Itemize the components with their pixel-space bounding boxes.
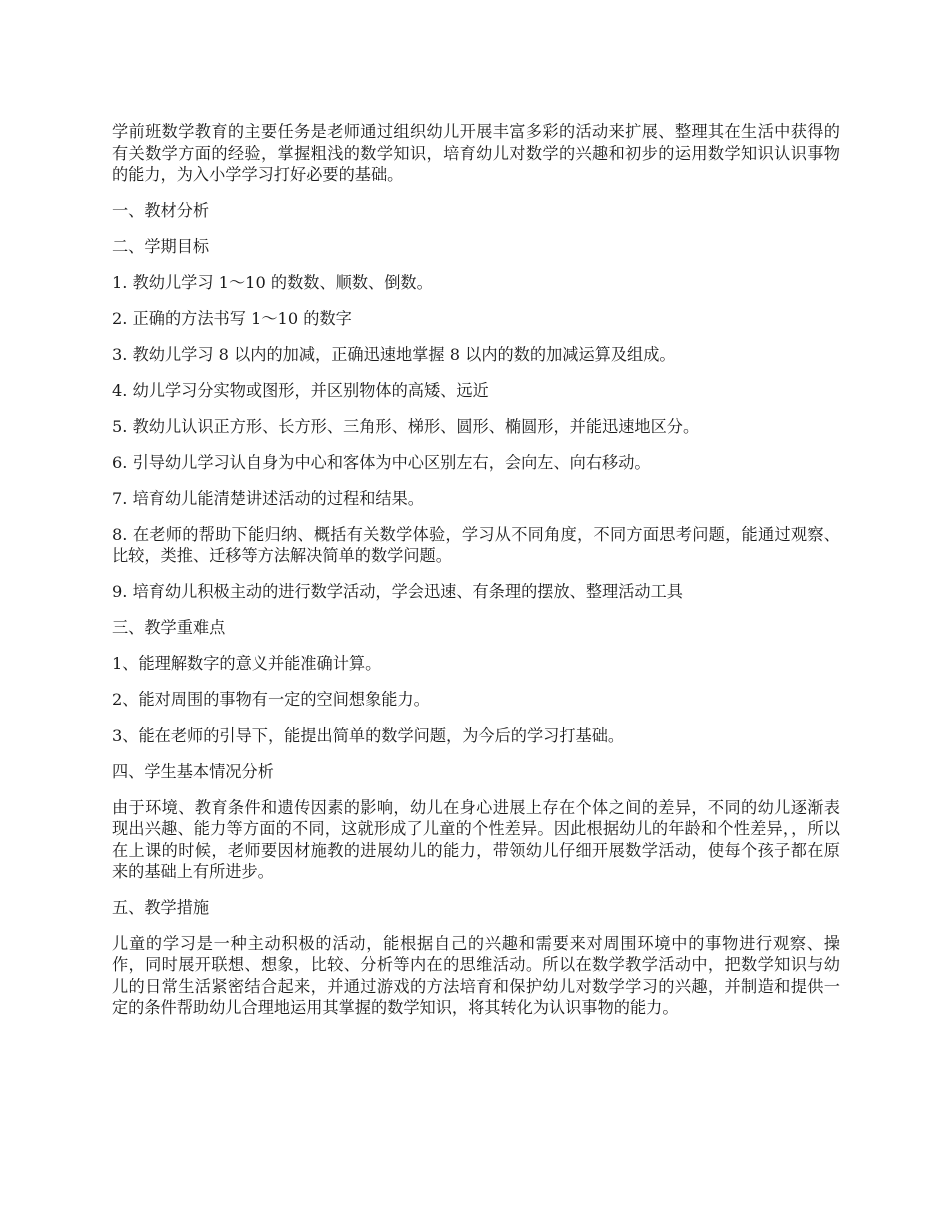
goal-item-3: 3. 教幼儿学习 8 以内的加减，正确迅速地掌握 8 以内的数的加减运算及组成。 [112, 344, 676, 364]
goal-item-5: 5. 教幼儿认识正方形、长方形、三角形、梯形、圆形、椭圆形，并能迅速地区分。 [112, 416, 700, 436]
goal-item-8: 8. 在老师的帮助下能归纳、概括有关数学体验，学习从不同角度，不同方面思考问题，能通过观察、比较，类推、迁移等方法解决简单的数学问题。 [112, 524, 840, 565]
intro-paragraph: 学前班数学教育的主要任务是老师通过组织幼儿开展丰富多彩的活动来扩展、整理其在生活中获得的有关数学方面的经验，掌握粗浅的数学知识，培育幼儿对数学的兴趣和初步的运用数学知识认识事物的能力，为入小学学习打好必要的基础。 [112, 122, 840, 184]
goal-item-6: 6. 引导幼儿学习认自身为中心和客体为中心区别左右，会向左、向右移动。 [112, 452, 651, 472]
section-heading-teaching-measures: 五、教学措施 [112, 897, 210, 917]
teaching-measures-paragraph: 儿童的学习是一种主动积极的活动，能根据自己的兴趣和需要来对周围环境中的事物进行观察、操作，同时展开联想、想象，比较、分析等内在的思维活动。所以在数学教学活动中，把数学知识与幼儿的日常生活紧密结合起来，并通过游戏的方法培育和保护幼儿对数学学习的兴趣，并制造和提供一定的条件帮助幼儿合理地运用其掌握的数学知识，将其转化为认识事物的能力。 [112, 933, 840, 1017]
key-point-item-3: 3、能在老师的引导下，能提出简单的数学问题，为今后的学习打基础。 [112, 725, 625, 745]
document-page [112, 121, 840, 1033]
key-point-item-1: 1、能理解数字的意义并能准确计算。 [112, 653, 382, 673]
goal-item-7: 7. 培育幼儿能清楚讲述活动的过程和结果。 [112, 488, 424, 508]
goal-item-4: 4. 幼儿学习分实物或图形，并区别物体的高矮、远近 [112, 380, 489, 400]
section-heading-student-analysis: 四、学生基本情况分析 [112, 761, 274, 781]
goal-item-2: 2. 正确的方法书写 1～10 的数字 [112, 308, 352, 328]
student-analysis-paragraph: 由于环境、教育条件和遗传因素的影响，幼儿在身心进展上存在个体之间的差异，不同的幼儿逐渐表现出兴趣、能力等方面的不同，这就形成了儿童的个性差异。因此根据幼儿的年龄和个性差异，，所以在上课的时候，老师要因材施教的进展幼儿的能力，带领幼儿仔细开展数学活动，使每个孩子都在原来的基础上有所进步。 [112, 797, 840, 881]
section-heading-goals: 二、学期目标 [112, 236, 210, 256]
section-heading-materials: 一、教材分析 [112, 200, 210, 220]
section-heading-key-points: 三、教学重难点 [112, 617, 226, 637]
goal-item-9: 9. 培育幼儿积极主动的进行数学活动，学会迅速、有条理的摆放、整理活动工具 [112, 581, 683, 601]
goal-item-1: 1. 教幼儿学习 1～10 的数数、顺数、倒数。 [112, 272, 433, 292]
key-point-item-2: 2、能对周围的事物有一定的空间想象能力。 [112, 689, 430, 709]
